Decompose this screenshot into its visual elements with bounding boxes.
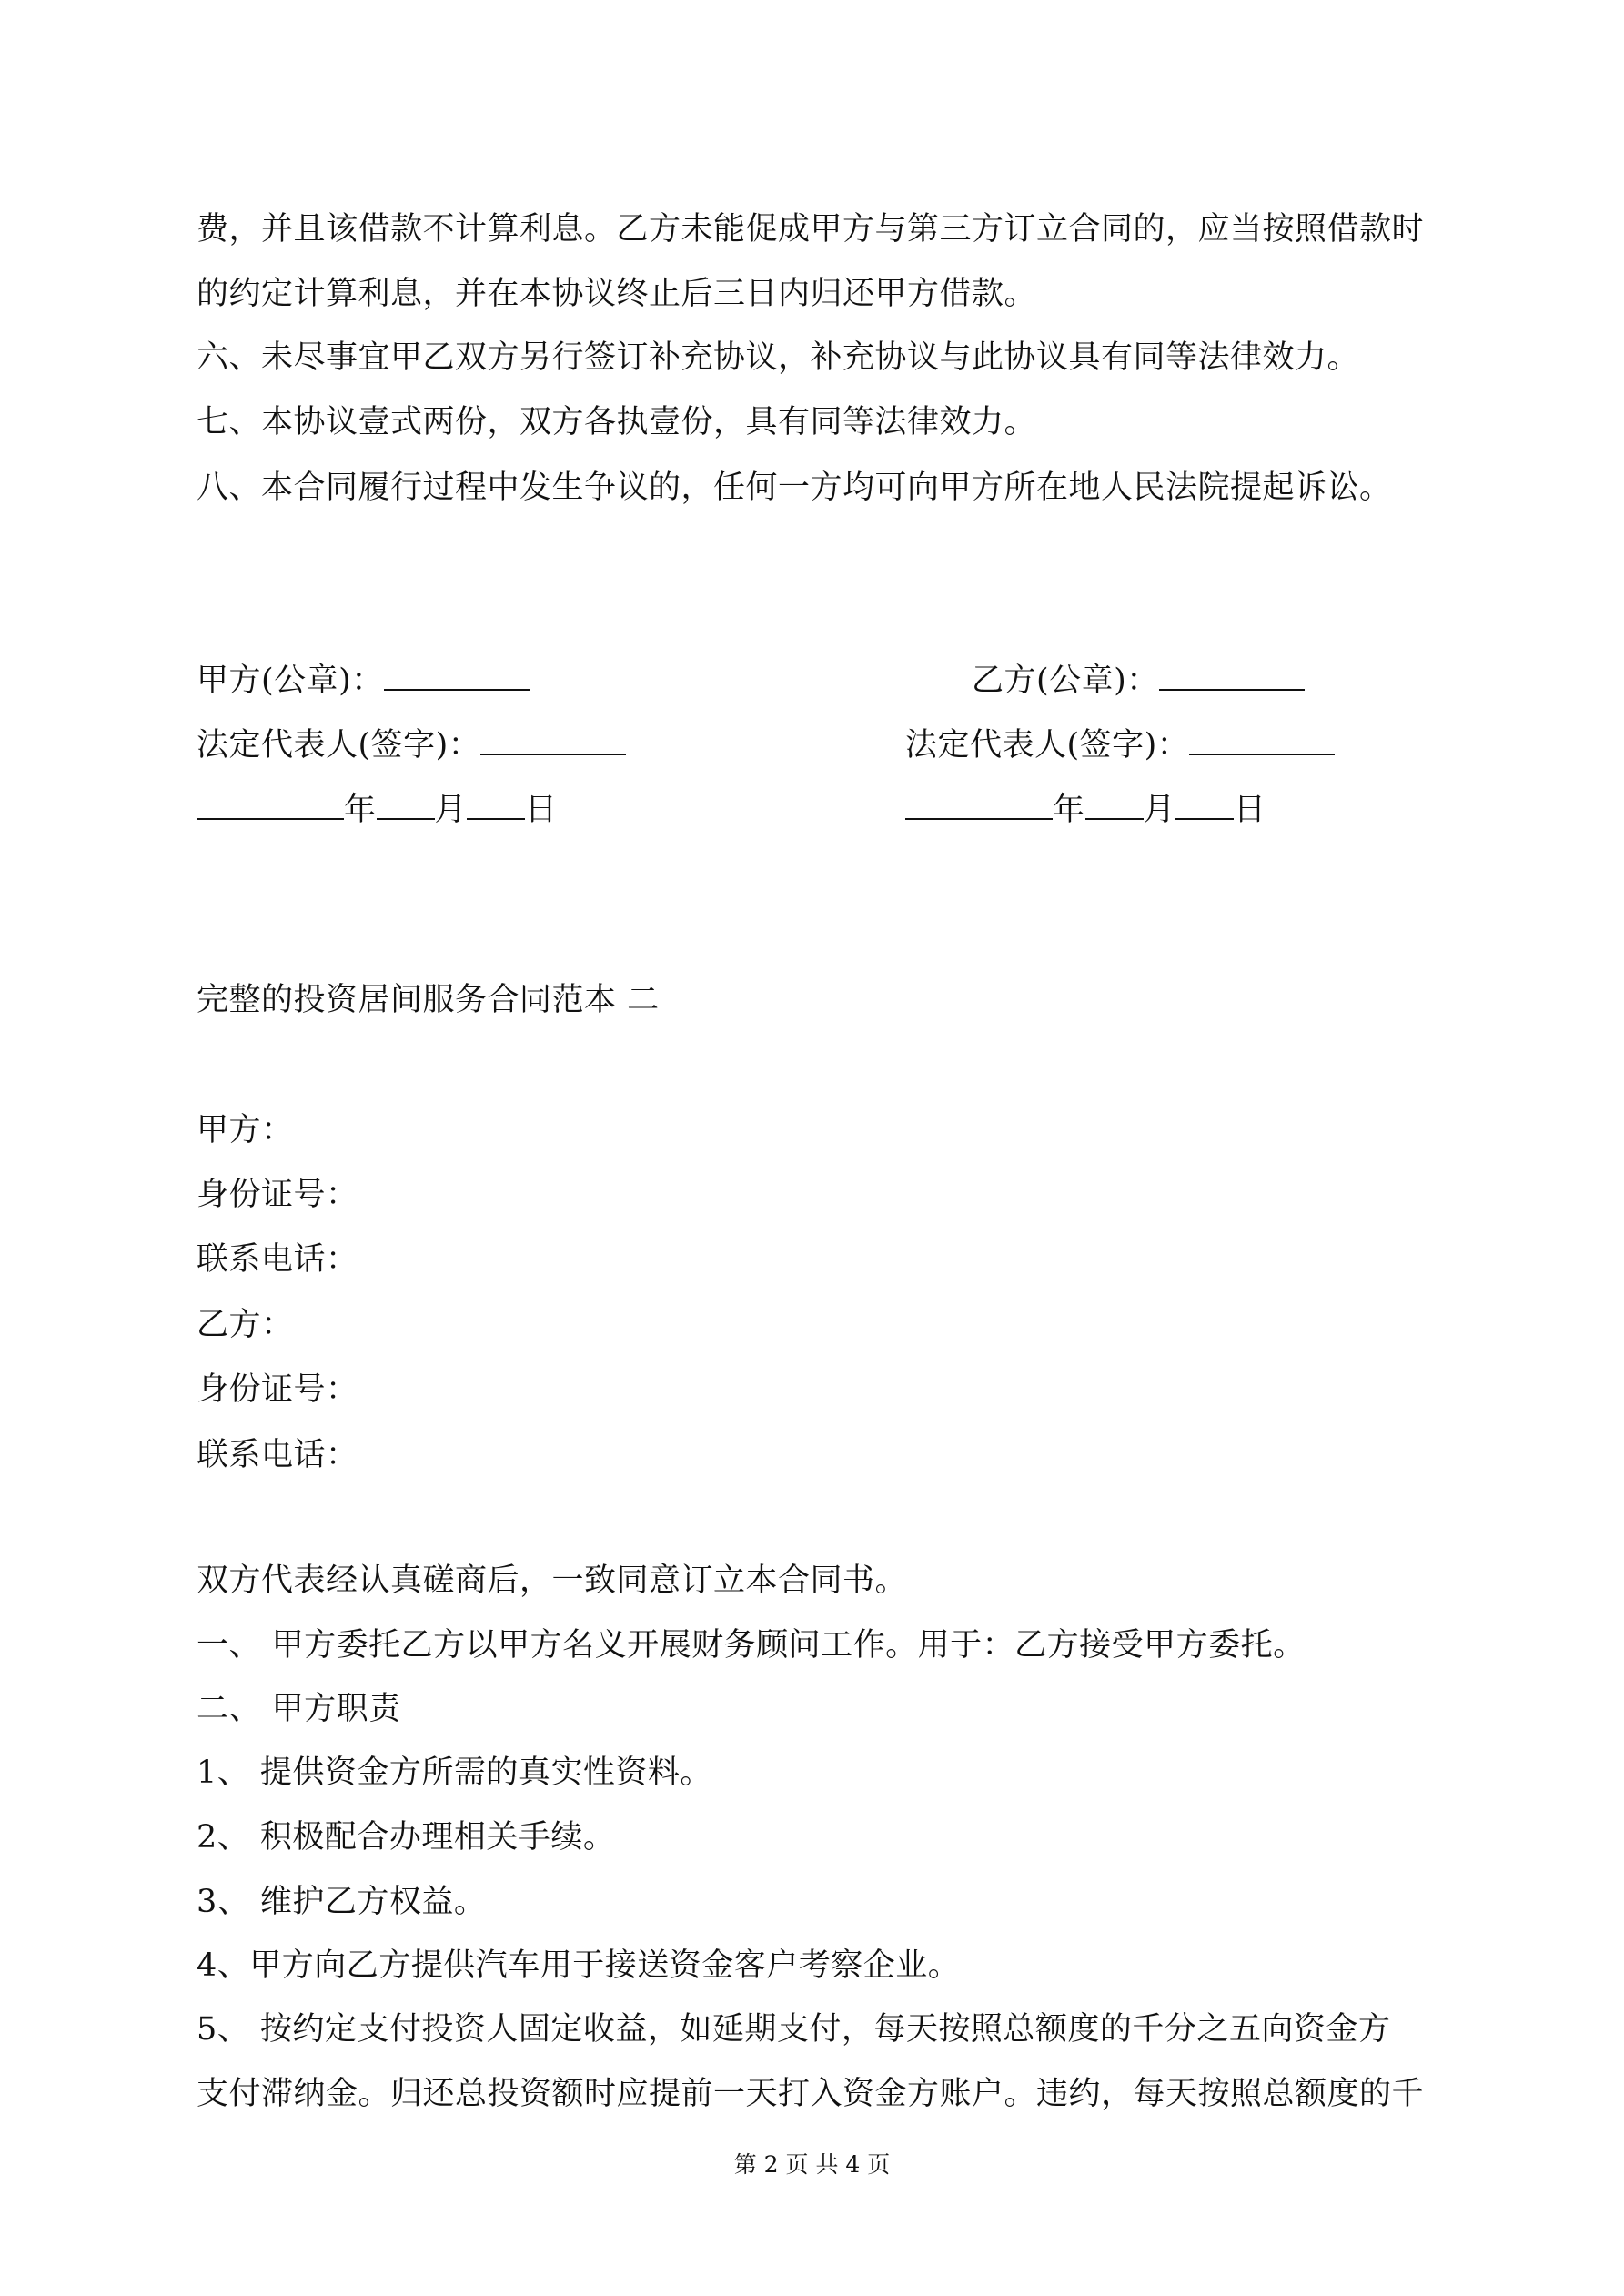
party-b-seal-line (972, 660, 1305, 701)
month-blank (377, 789, 435, 820)
clause-1: 一、 甲方委托乙方以甲方名义开展财务顾问工作。用于：乙方接受甲方委托。 (197, 1627, 1306, 1664)
year-blank (905, 789, 1053, 820)
year-label: 年 (1053, 792, 1085, 828)
party-a-phone-label: 联系电话： (197, 1241, 358, 1278)
year-blank (197, 789, 344, 820)
party-b-rep-blank (1189, 724, 1335, 755)
party-a-seal-blank (384, 660, 530, 691)
party-a-id-label: 身份证号： (197, 1177, 358, 1213)
party-b-seal-label: 乙方(公章)： (972, 663, 1159, 699)
party-b-rep-line (905, 724, 1335, 765)
party-b-label: 乙方： (197, 1307, 294, 1343)
page-number-footer: 第 2 页 共 4 页 (733, 2151, 891, 2178)
duty-item-2: 2、 积极配合办理相关手续。 (197, 1819, 616, 1856)
party-b-rep-label: 法定代表人(签字)： (905, 727, 1190, 764)
duty-item-5: 5、 按约定支付投资人固定收益，如延期支付，每天按照总额度的千分之五向资金方 (197, 2011, 1391, 2048)
day-blank (1175, 789, 1234, 820)
day-label: 日 (525, 792, 558, 828)
clause-6: 六、未尽事宜甲乙双方另行签订补充协议，补充协议与此协议具有同等法律效力。 (197, 339, 1360, 376)
month-blank (1085, 789, 1144, 820)
contract-title: 完整的投资居间服务合同范本 二 (197, 982, 660, 1018)
party-b-phone-label: 联系电话： (197, 1437, 358, 1473)
paragraph-line: 费，并且该借款不计算利息。乙方未能促成甲方与第三方订立合同的，应当按照借款时 (197, 211, 1425, 248)
duty-item-4: 4、甲方向乙方提供汽车用于接送资金客户考察企业。 (197, 1947, 961, 1984)
paragraph-line: 的约定计算利息，并在本协议终止后三日内归还甲方借款。 (197, 276, 1037, 312)
clause-7: 七、本协议壹式两份，双方各执壹份，具有同等法律效力。 (197, 404, 1037, 440)
party-a-seal-label: 甲方(公章)： (197, 663, 384, 699)
year-label: 年 (344, 792, 377, 828)
day-label: 日 (1234, 792, 1266, 828)
party-b-seal-blank (1159, 660, 1305, 691)
month-label: 月 (1143, 792, 1176, 828)
party-b-id-label: 身份证号： (197, 1371, 358, 1408)
clause-8: 八、本合同履行过程中发生争议的，任何一方均可向甲方所在地人民法院提起诉讼。 (197, 470, 1392, 506)
paragraph-line: 支付滞纳金。归还总投资额时应提前一天打入资金方账户。违约，每天按照总额度的千 (197, 2076, 1425, 2112)
party-a-rep-line (197, 724, 626, 765)
party-a-label: 甲方： (197, 1112, 294, 1148)
party-a-date-line (197, 789, 558, 830)
duty-item-3: 3、 维护乙方权益。 (197, 1884, 487, 1920)
party-a-rep-blank (480, 724, 626, 755)
month-label: 月 (434, 792, 468, 828)
clause-2-heading: 二、 甲方职责 (197, 1691, 401, 1727)
intro-line: 双方代表经认真磋商后，一致同意订立本合同书。 (197, 1563, 908, 1599)
party-a-rep-label: 法定代表人(签字)： (197, 727, 481, 764)
duty-item-1: 1、 提供资金方所需的真实性资料。 (197, 1755, 712, 1791)
party-b-date-line (905, 789, 1266, 830)
day-blank (467, 789, 525, 820)
party-a-seal-line (197, 660, 530, 701)
